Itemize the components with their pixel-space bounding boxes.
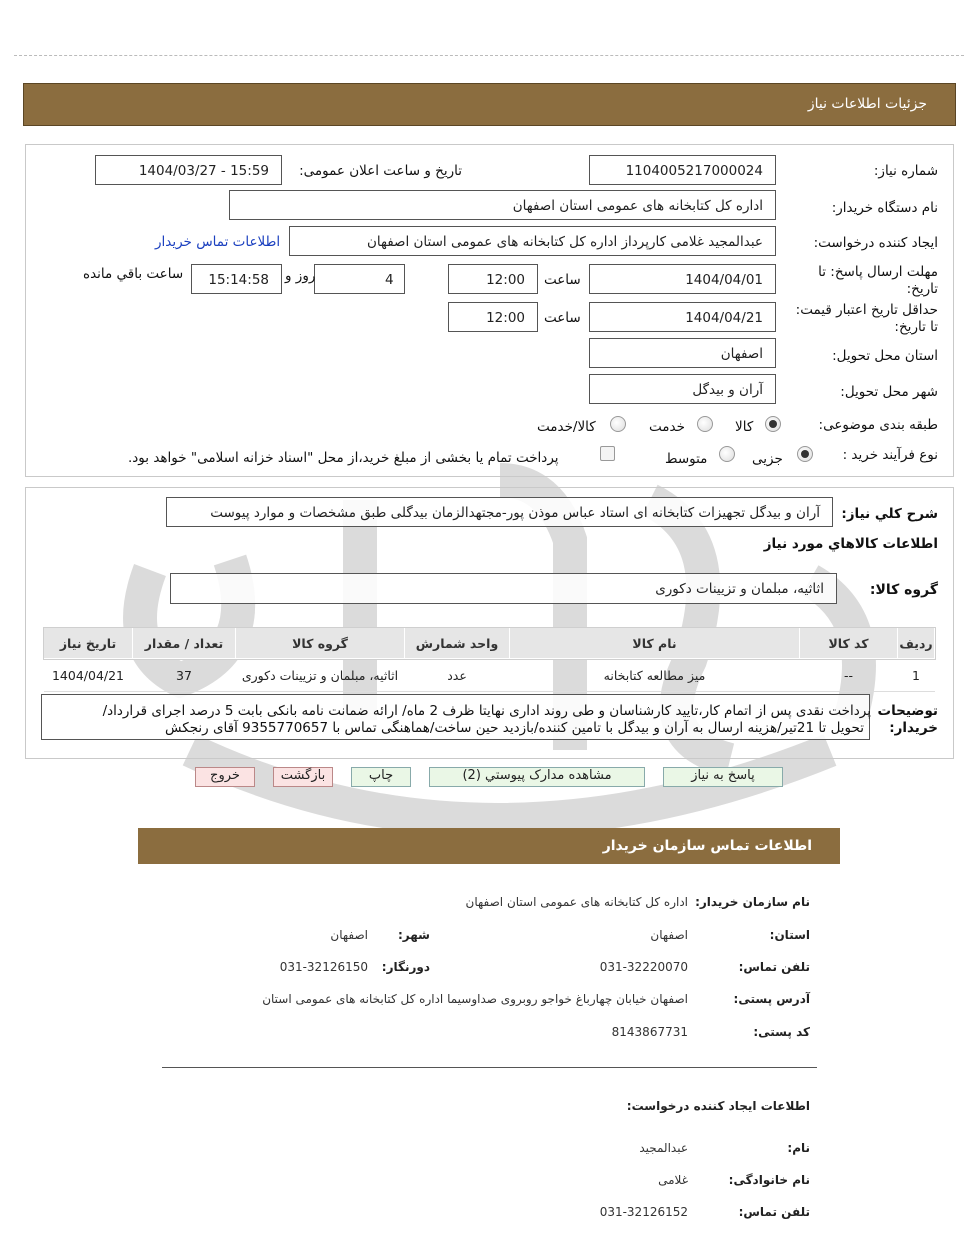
- creator-phone-label: تلفن تماس:: [738, 1205, 810, 1219]
- contact-address-value: اصفهان خیابان چهارباغ خواجو روبروی صداوسیما اداره کل کتابخانه های عمومی استان: [262, 992, 688, 1006]
- contact-phone-label: تلفن تماس:: [738, 960, 810, 974]
- announce-field: 1404/03/27 - 15:59: [95, 155, 282, 185]
- attachments-button[interactable]: مشاهده مدارک پیوستي (2): [429, 767, 645, 787]
- creator-title: اطلاعات ایجاد کننده درخواست:: [626, 1099, 810, 1113]
- category-option-goods: کالا: [735, 419, 754, 435]
- validity-label-line1: حداقل تاریخ اعتبار قیمت:: [795, 302, 938, 318]
- col-name: نام کالا: [510, 628, 800, 659]
- table-row: [44, 659, 935, 692]
- treasury-payment-note: پرداخت تمام یا بخشی از مبلغ خرید،از محل "اسناد خزانه اسلامی" خواهد بود.: [128, 450, 559, 466]
- cell-name: میز مطالعه کتابخانه: [510, 659, 800, 692]
- category-radio-goods[interactable]: [765, 416, 781, 432]
- cell-row: 1: [898, 659, 935, 692]
- creator-name-value: عبدالمجید: [639, 1141, 688, 1155]
- process-option-medium: متوسط: [665, 451, 708, 467]
- validity-date-field: 1404/04/21: [589, 302, 776, 332]
- col-date: تاریخ نیاز: [44, 628, 133, 659]
- province-field: اصفهان: [589, 338, 776, 368]
- cell-unit: عدد: [405, 659, 510, 692]
- contact-org-label: نام سازمان خریدار:: [695, 895, 810, 909]
- cell-code: --: [800, 659, 898, 692]
- validity-time-label: ساعت: [544, 310, 581, 326]
- contact-fax-value: 031-32126150: [279, 960, 368, 974]
- notes-label-line2: خریدار:: [889, 720, 938, 736]
- buyer-org-field: اداره کل کتابخانه های عمومی استان اصفهان: [229, 190, 776, 220]
- top-divider: [14, 55, 964, 56]
- city-field: آران و بیدگل: [589, 374, 776, 404]
- remaining-time-field: 15:14:58: [191, 264, 282, 294]
- summary-field: آران و بیدگل تجهیزات کتابخانه ای استاد عباس موذن پور-مجتهدالزمان بیدگلی طبق مشخصات و موارد پیوست: [166, 497, 833, 527]
- deadline-time-label: ساعت: [544, 272, 581, 288]
- details-header-title: جزئیات اطلاعات نیاز: [807, 96, 927, 112]
- creator-phone-value: 031-32126152: [599, 1205, 688, 1219]
- contact-province-label: استان:: [769, 928, 810, 942]
- requester-label: ایجاد کننده درخواست:: [813, 235, 938, 251]
- validity-time-field: 12:00: [448, 302, 538, 332]
- notes-line1: پرداخت نقدی پس از اتمام کار،تایید کارشناسان و طی روند اداری نهایتا ظرف 2 ماه/ ارائه ضمانت نامه بانکی بابت 5 درصد اجرای قرارداد/: [102, 703, 871, 719]
- table-header-row: [44, 628, 935, 659]
- notes-label-line1: توضیحات: [877, 703, 938, 719]
- category-radio-service[interactable]: [697, 416, 713, 432]
- contact-phone-value: 031-32220070: [599, 960, 688, 974]
- cell-group: اثاثیه، مبلمان و تزیینات دکوری: [236, 659, 405, 692]
- remaining-label: ساعت باقي مانده: [83, 266, 184, 282]
- category-option-both: کالا/خدمت: [537, 419, 596, 435]
- contact-postal-label: کد پستی:: [753, 1025, 810, 1039]
- creator-family-value: غلامی: [658, 1173, 688, 1187]
- contact-header-title: اطلاعات تماس سازمان خریدار: [602, 838, 812, 854]
- contact-address-label: آدرس پستی:: [733, 992, 810, 1006]
- contact-province-value: اصفهان: [650, 928, 688, 942]
- col-unit: واحد شمارش: [405, 628, 510, 659]
- deadline-label-line1: مهلت ارسال پاسخ: تا: [818, 264, 938, 280]
- col-qty: تعداد / مقدار: [133, 628, 236, 659]
- back-button[interactable]: بازگشت: [273, 767, 333, 787]
- contact-header: [138, 828, 840, 864]
- creator-family-label: نام خانوادگی:: [728, 1173, 810, 1187]
- details-header: [23, 83, 956, 126]
- goods-group-label: گروه کالا:: [869, 582, 938, 598]
- col-row: رديف: [898, 628, 935, 659]
- goods-table: [43, 627, 935, 692]
- process-label: نوع فرآیند خرید :: [842, 447, 938, 463]
- contact-postal-value: 8143867731: [611, 1025, 688, 1039]
- city-label: شهر محل تحویل:: [840, 384, 938, 400]
- cell-qty: 37: [133, 659, 236, 692]
- validity-label-line2: تا تاریخ:: [894, 319, 938, 335]
- deadline-label-line2: تاریخ:: [906, 281, 938, 297]
- contact-org-value: اداره کل کتابخانه های عمومی استان اصفهان: [465, 895, 688, 909]
- contact-city-value: اصفهان: [330, 928, 368, 942]
- category-radio-both[interactable]: [610, 416, 626, 432]
- deadline-date-field: 1404/04/01: [589, 264, 776, 294]
- category-option-service: خدمت: [649, 419, 685, 435]
- goods-group-field: اثاثیه، مبلمان و تزیینات دکوری: [170, 573, 837, 604]
- cell-date: 1404/04/21: [44, 659, 133, 692]
- days-label: روز و: [285, 268, 316, 284]
- process-option-minor: جزیی: [752, 451, 783, 467]
- need-number-label: شماره نیاز:: [873, 163, 938, 179]
- goods-info-title: اطلاعات کالاهاي مورد نياز: [763, 536, 938, 552]
- process-radio-medium[interactable]: [719, 446, 735, 462]
- need-number-field: 1104005217000024: [589, 155, 776, 185]
- contact-city-label: شهر:: [398, 928, 430, 942]
- deadline-time-field: 12:00: [448, 264, 538, 294]
- contact-fax-label: دورنگار:: [381, 960, 430, 974]
- province-label: استان محل تحویل:: [832, 348, 938, 364]
- requester-field: عبدالمجید غلامی کارپرداز اداره کل کتابخانه های عمومی استان اصفهان: [289, 226, 776, 256]
- notes-line2: تحویل تا 21تیر/هزینه ارسال به آران و بیدگل با تامین کننده/بازدید حین ساخت/هماهنگی تماس با 9355770657 آقای رنجکش: [165, 720, 864, 736]
- process-radio-minor[interactable]: [797, 446, 813, 462]
- contact-divider: [162, 1067, 817, 1068]
- print-button[interactable]: چاپ: [351, 767, 411, 787]
- announce-label: تاریخ و ساعت اعلان عمومی:: [299, 163, 462, 179]
- buyer-org-label: نام دستگاه خریدار:: [831, 200, 938, 216]
- reply-button[interactable]: پاسخ به نیاز: [663, 767, 783, 787]
- exit-button[interactable]: خروج: [195, 767, 255, 787]
- col-group: گروه کالا: [236, 628, 405, 659]
- treasury-payment-checkbox[interactable]: [600, 446, 615, 461]
- days-field: 4: [314, 264, 405, 294]
- summary-label: شرح کلي نياز:: [841, 506, 938, 522]
- creator-name-label: نام:: [787, 1141, 810, 1155]
- col-code: کد کالا: [800, 628, 898, 659]
- category-label: طبقه بندی موضوعی:: [818, 417, 938, 433]
- buyer-contact-link[interactable]: اطلاعات تماس خریدار: [155, 234, 281, 250]
